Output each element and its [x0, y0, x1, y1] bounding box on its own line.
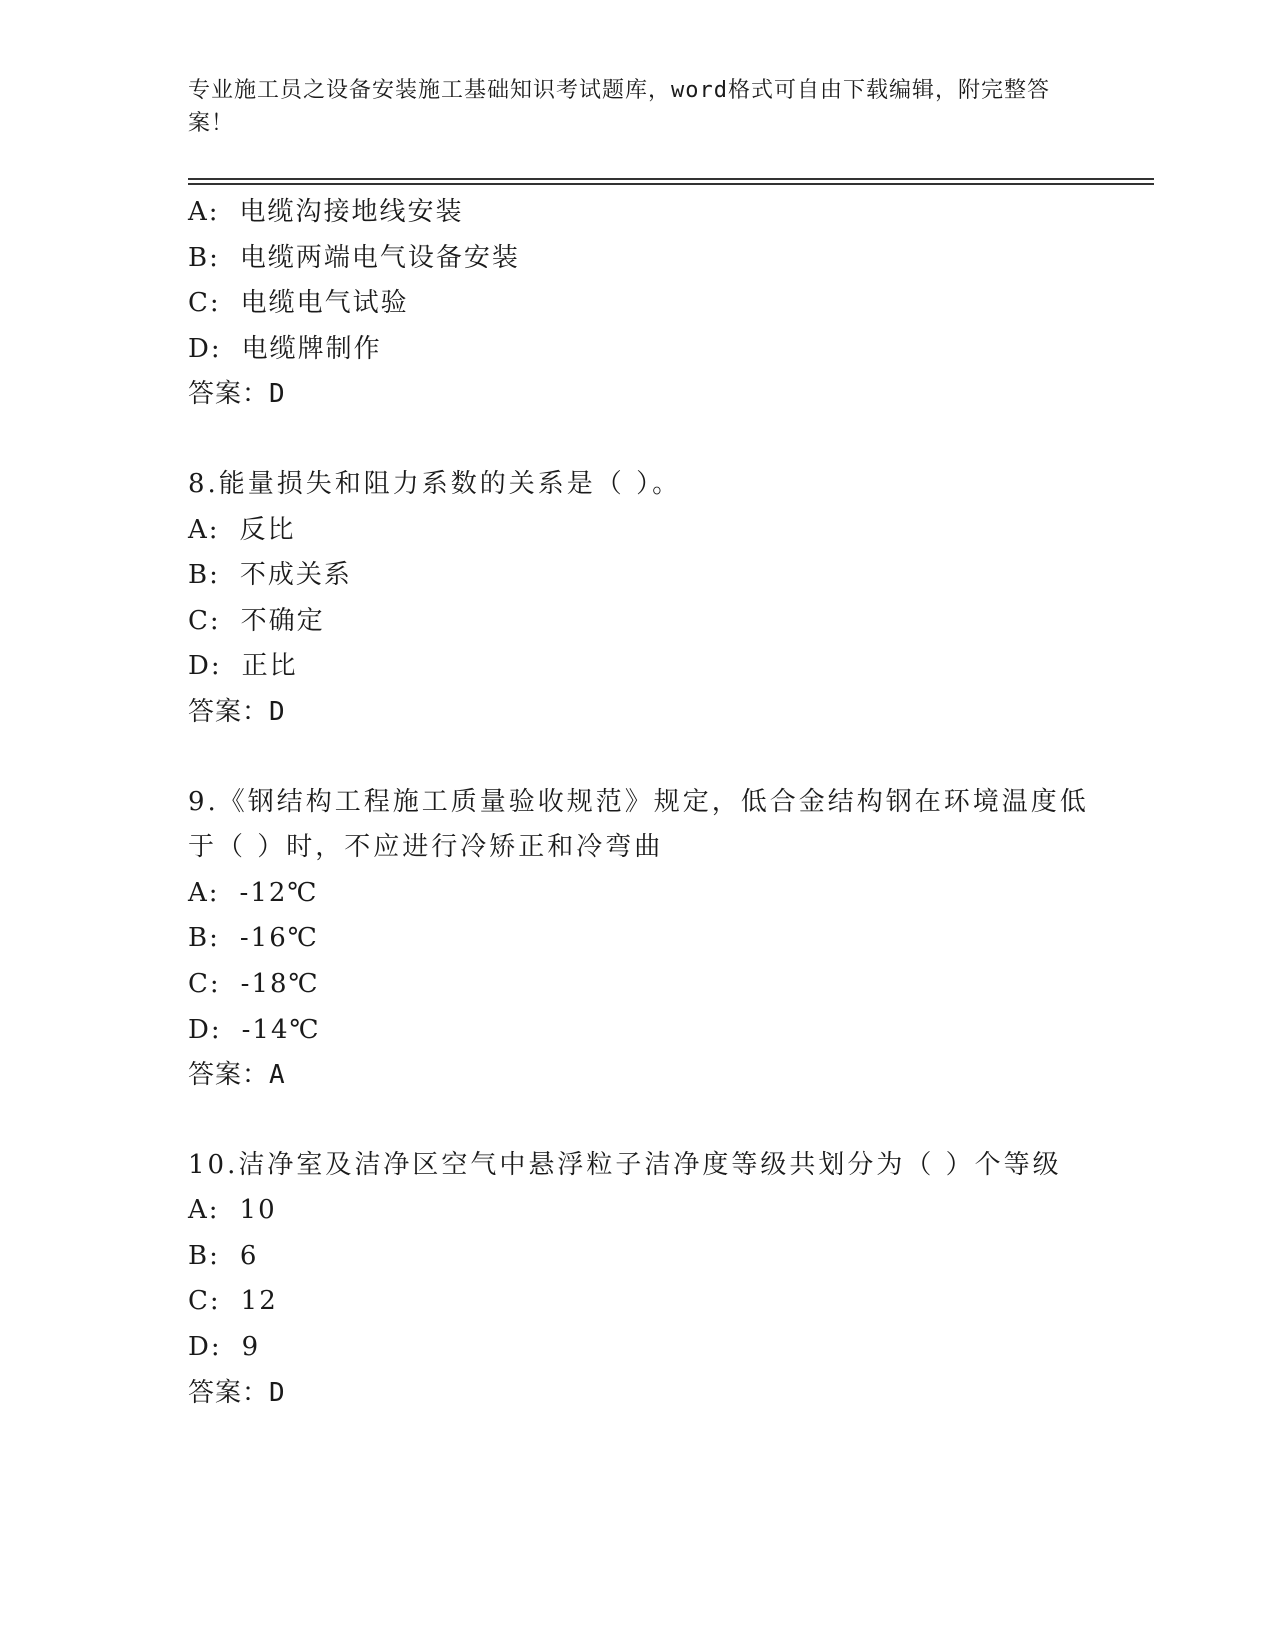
option-key: A — [188, 197, 209, 227]
option-text: 电缆电气试验 — [240, 288, 409, 319]
option-text: 不确定 — [240, 605, 325, 636]
option-line: A: 10 — [188, 1188, 1108, 1234]
question-text: 10.洁净室及洁净区空气中悬浮粒子洁净度等级共划分为（ ）个等级 — [188, 1149, 1062, 1180]
option-line: D: -14℃ — [188, 1008, 1108, 1054]
option-key: D — [188, 333, 211, 364]
option-text: 不成关系 — [239, 560, 352, 591]
option-key: C — [188, 1286, 210, 1317]
option-line: A: 反比 — [188, 508, 1108, 554]
option-key: C — [188, 968, 210, 999]
option-text: -12℃ — [239, 877, 319, 908]
option-line: D: 9 — [188, 1325, 1108, 1371]
option-line: C: 不确定 — [188, 599, 1108, 645]
option-line: D: 电缆牌制作 — [188, 327, 1108, 373]
answer-line: 答案：D — [188, 379, 286, 410]
option-text: 正比 — [241, 651, 298, 682]
question-block-continued — [188, 190, 1108, 418]
option-key: D — [188, 651, 211, 682]
header-divider-bottom — [188, 183, 1154, 185]
answer-line: 答案：D — [188, 1377, 286, 1408]
question-block-10 — [188, 1143, 1108, 1417]
option-key: C — [188, 288, 210, 319]
question-block-9 — [188, 780, 1108, 1099]
option-line: A: -12℃ — [188, 871, 1108, 917]
option-text: -16℃ — [239, 923, 319, 954]
option-text: 6 — [239, 1240, 259, 1271]
option-line: D: 正比 — [188, 644, 1108, 690]
header-divider-top — [188, 178, 1154, 180]
option-text: -18℃ — [240, 968, 320, 999]
option-key: C — [188, 605, 210, 636]
question-block-8 — [188, 462, 1108, 736]
option-line: C: 电缆电气试验 — [188, 281, 1108, 327]
option-key: A — [188, 1195, 209, 1226]
option-key: B — [188, 242, 210, 273]
answer-line: 答案：A — [188, 1060, 286, 1091]
option-line: C: 12 — [188, 1279, 1108, 1325]
option-key: B — [188, 923, 210, 954]
question-list — [188, 190, 1108, 1416]
option-key: D — [188, 1332, 211, 1363]
option-line: B: 不成关系 — [188, 553, 1108, 599]
option-text: 9 — [241, 1332, 261, 1363]
option-text: 电缆两端电气设备安装 — [239, 242, 520, 273]
option-line: B: 电缆两端电气设备安装 — [188, 236, 1108, 282]
option-text: 电缆牌制作 — [241, 333, 382, 364]
option-text: -14℃ — [241, 1014, 321, 1045]
option-key: A — [188, 514, 209, 545]
document-title: 专业施工员之设备安装施工基础知识考试题库，word格式可自由下载编辑，附完整答案！ — [188, 78, 1050, 136]
option-text: 10 — [239, 1195, 277, 1226]
option-text: 电缆沟接地线安装 — [239, 197, 464, 227]
option-key: A — [188, 877, 209, 908]
answer-line: 答案：D — [188, 696, 286, 727]
option-line: C: -18℃ — [188, 962, 1108, 1008]
option-key: B — [188, 1240, 210, 1271]
option-line: B: 6 — [188, 1234, 1108, 1280]
option-key: D — [188, 1014, 211, 1045]
option-line: A: 电缆沟接地线安装 — [188, 190, 1108, 236]
question-text: 8.能量损失和阻力系数的关系是（ ）。 — [188, 468, 682, 499]
option-line: B: -16℃ — [188, 916, 1108, 962]
option-text: 12 — [240, 1286, 278, 1317]
question-text: 9.《钢结构工程施工质量验收规范》规定，低合金结构钢在环境温度低于（ ）时，不应进行冷矫正和冷弯曲 — [188, 786, 1089, 863]
option-text: 反比 — [239, 514, 296, 545]
option-key: B — [188, 560, 210, 591]
